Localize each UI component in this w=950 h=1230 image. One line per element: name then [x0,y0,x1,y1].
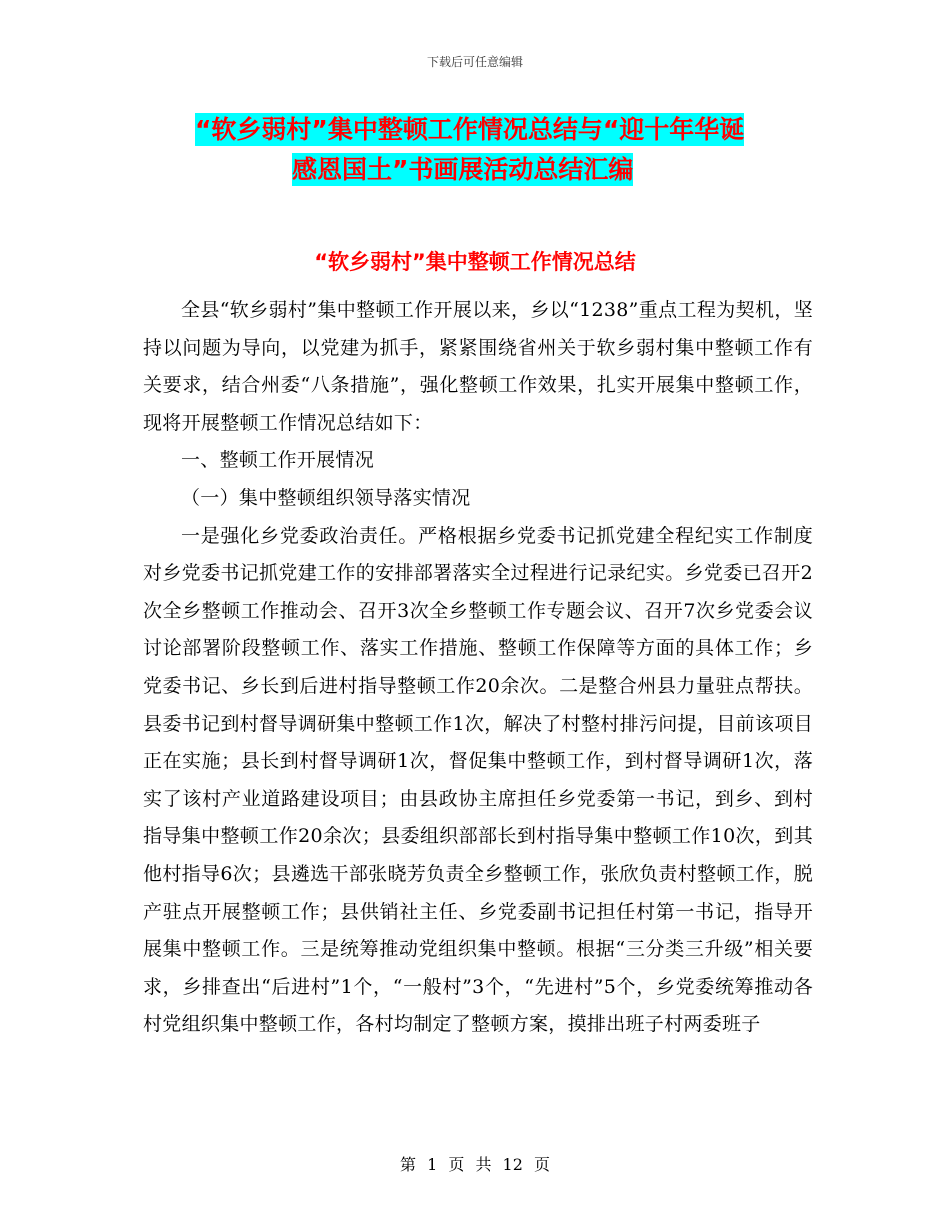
subsection-heading: （一）集中整顿组织领导落实情况 [181,486,471,509]
header-note: 下载后可任意编辑 [426,55,523,69]
body-paragraph: 一是强化乡党委政治责任。严格根据乡党委书记抓党建全程纪实工作制度对乡党委书记抓党建工作的安排部署落实全过程进行记录纪实。乡党委已召开2次全乡整顿工作推动会、召开3次全乡整顿工作专题会议、召开7次乡党委会议讨论部署阶段整顿工作、落实工作措施、整顿工作保障等方面的具体工作；乡党委书记、乡长到后进村指导整顿工作20余次。二是整合州县力量驻点帮扶。县委书记到村督导调研集中整顿工作1次，解决了村整村排污问提，目前该项目正在实施；县长到村督导调研1次，督促集中整顿工作，到村督导调研1次，落实了该村产业道路建设项目；由县政协主席担任乡党委第一书记，到乡、到村指导集中整顿工作20余次；县委组织部部长到村指导集中整顿工作10次，到其他村指导6次；县遴选干部张晓芳负责全乡整顿工作，张欣负责村整顿工作，脱产驻点开展整顿工作；县供销社主任、乡党委副书记担任村第一书记，指导开展集中整顿工作。三是统筹推动党组织集中整顿。根据“三分类三升级”相关要求，乡排查出“后进村”1个，“一般村”3个，“先进村”5个，乡党委统筹推动各村党组织集中整顿工作，各村均制定了整顿方案，摸排出班子村两委班子 [143,524,813,1036]
main-title-line1: “软乡弱村”集中整顿工作情况总结与“迎十年华诞 [195,115,745,144]
document-main-title [195,110,805,190]
section-title: “软乡弱村”集中整顿工作情况总结 [314,250,636,274]
intro-paragraph: 全县“软乡弱村”集中整顿工作开展以来，乡以“1238”重点工程为契机，坚持以问题为导向，以党建为抓手，紧紧围绕省州关于软乡弱村集中整顿工作有关要求，结合州委“八条措施”，强化整顿工作效果，扎实开展集中整顿工作，现将开展整顿工作情况总结如下： [143,299,813,434]
document-body [143,292,813,1044]
main-title-line2: 感恩国土”书画展活动总结汇编 [292,155,634,184]
section-heading: 一、整顿工作开展情况 [181,449,375,472]
page-footer: 第 1 页 共 12 页 [400,1155,550,1174]
